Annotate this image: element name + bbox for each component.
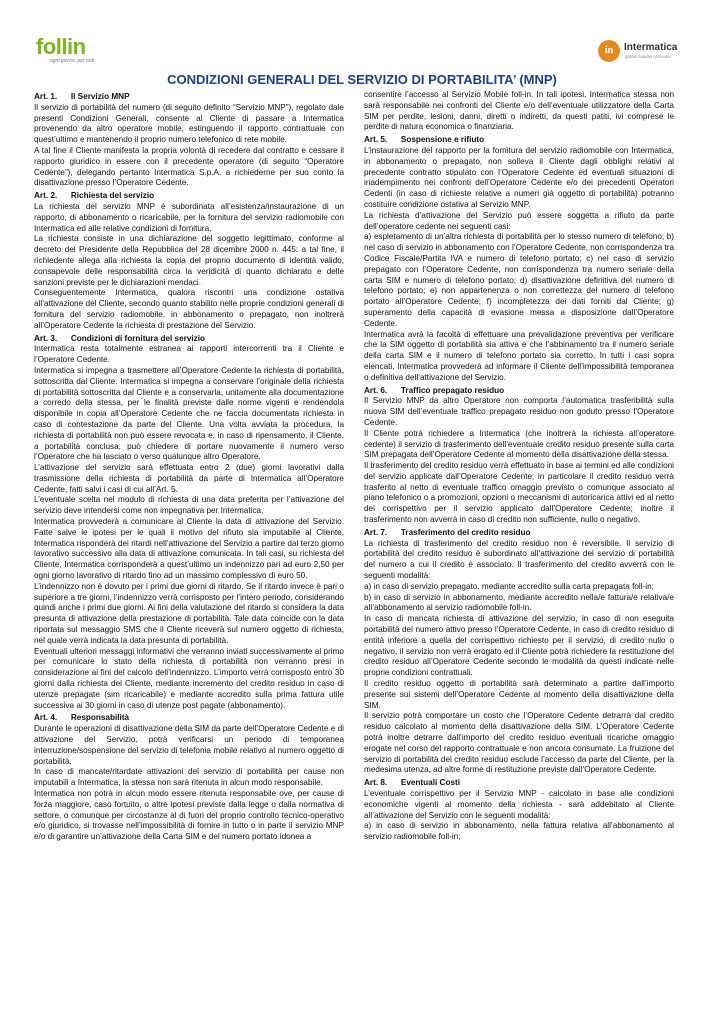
paragraph: La richiesta consiste in una dichiarazione del soggetto legittimato, conforme al decreto del Presidente della Repubblica del 28 dicembre 2000 n. 445: a tal fine, il richiedente allega alla richiesta la copia del proprio documento di identità valido, consapevole delle responsabilità circa la veridicità di quanto dichiarato e delle sanzioni previste per le dichiarazioni mendaci. bbox=[34, 234, 344, 287]
paragraph: Intermatica si impegna a trasmettere all’Operatore Cedente la richiesta di portabilità, sottoscritta dal Cliente. Intermatica si impegna a conservare l’originale della richiesta di portabilità sottoscritta dal Cliente e a conservarla, unitamente alla documentazione a corredo della stessa, per le finalità previste dalle norme vigenti e rendendola disponibile in copia all’Operatore Cedente che ne faccia documentata richiesta in caso di contestazione da parte del Cliente. Una volta avviata la procedura, la richiesta di portabilità non può essere revocata e, in caso di ripensamento, il Cliente, a portabilità conclusa, può chiedere di portare nuovamente il numero verso l’Operatore che ha lasciato o verso qualunque altro Operatore. bbox=[34, 365, 344, 462]
article-heading: Art. 1. Il Servizio MNP bbox=[34, 92, 130, 101]
left-column bbox=[34, 90, 344, 843]
paragraph: Eventuali ulteriori messaggi informativi che verranno inviati successivamente al primo per comunicare lo stato della richiesta di portabilità non verranno presi in considerazione ai fini del calcolo dell’indennizzo. L’importo verrà corrisposto entro 30 giorni dalla richiesta del Cliente, mediante incremento del credito residuo in caso di utenze prepagate (sim ricaricabile) e mediante accredito sulla prima fattura utile successiva ai 30 giorni in caso di utenze post pagate (abbonamento). bbox=[34, 646, 344, 710]
article-heading: Art. 4. Responsabilità bbox=[34, 713, 130, 723]
paragraph: L’eventuale corrispettivo per il Servizio MNP - calcolato in base alle condizioni economiche vigenti al momento della richiesta - sarà addebitato al Cliente all’attivazione del Servizio con le seguenti modalità: bbox=[364, 789, 674, 820]
paragraph: Il servizio di portabilità del numero (di seguito definito “Servizio MNP”), regolato dale presenti Condizioni Generali, consente al Cliente di passare a Intermatica provenendo da altro operatore mobile, estinguendo il rapporto contrattuale con quest’ultimo e mantenendo il proprio numero telefonico di rete mobile. bbox=[34, 102, 344, 145]
article-heading: Art. 2. Richiesta del servizio bbox=[34, 191, 155, 201]
paragraph: L’indennizzo non è dovuto per i primi due giorni di ritardo. Se il ritardo invece è pari o superiore a tre giorni, l’indennizzo verrà corrisposto per l’intero periodo, considerando quindi anche i primi due giorni. Ai fini della valutazione del ritardo si considera la data presunta di attivazione della prestazione di portabilità. Tale data coincide con la data riportata sul messaggio SMS che il Cliente riceverà sul numero oggetto di richiesta, nel quale verrà indicata la data presunta di portabilità. bbox=[34, 581, 344, 645]
paragraph: A tal fine il Cliente manifesta la propria volontà di recedere dal contratto e cessare il rapporto giuridico in essere con il precedente operatore (di seguito “Operatore Cedente”), delegando pertanto Intermatica S.p.A. a richiederne per suo conto la disattivazione presso l’Operatore Cedente. bbox=[34, 145, 344, 188]
paragraph: L’eventuale scelta nel modulo di richiesta di una data preferita per l’attivazione del servizio deve intendersi come non impegnativa per Intermatica. bbox=[34, 495, 344, 516]
article-heading: Art. 5. Sospensione e rifiuto bbox=[364, 135, 485, 145]
page-header bbox=[0, 0, 724, 72]
paragraph: Il servizio potrà comportare un costo che l’Operatore Cedente detrarrà dal credito residuo calcolato al momento della disattivazione della SIM. L’Operatore Cedente potrà inoltre detrarre dall’importo del credito residuo eventuali ricariche omaggio erogate nel corso del rapporto contrattuale e non ancora consumate. La fruizione del servizio di portabilità del credito residuo esclude l’accesso da parte del Cliente, per la medesima utenza, ad altre forme di restituzione previste dall’Operatore Cedente. bbox=[364, 711, 674, 775]
paragraph: In caso di mancate/ritardate attivazioni del servizio di portabilità per cause non imputabili a Intermatica, la stessa non sarà ritenuta in alcun modo responsabile. bbox=[34, 767, 344, 788]
article-heading: Art. 6. Traffico prepagato residuo bbox=[364, 385, 505, 395]
paragraph: Il Servizio MNP da altro Operatore non comporta l’automatica trasferibilità sulla nuova SIM dell’eventuale traffico prepagato residuo non goduto presso l’Operatore Cedente. bbox=[364, 396, 674, 427]
article-heading: Art. 7. Trasferimento del credito residuo bbox=[364, 527, 531, 537]
intermatica-logo bbox=[598, 40, 698, 70]
intermatica-logo-mark: in bbox=[598, 40, 620, 62]
paragraph: Durante le operazioni di disattivazione della SIM da parte dell’Operatore Cedente e di attivazione del Servizio, potrà verificarsi un periodo di temporanea interruzione/sospensione del servizio di telefonia mobile relativo al numero oggetto di portabilità. bbox=[34, 724, 344, 766]
intermatica-logo-name: Intermatica bbox=[624, 42, 678, 53]
paragraph: La richiesta del servizio MNP è subordinata all’esistenza/instaurazione di un rapporto, di abbonamento o ricaricabile, per la fornitura del servizio radiomobile con Intermatica ed alle relative condizioni di fornitura. bbox=[34, 201, 344, 233]
right-column bbox=[364, 90, 674, 843]
article-heading: Art. 8. Eventuali Costi bbox=[364, 778, 460, 788]
paragraph: Intermatica resta totalmente estranea ai rapporti intercorrenti tra il Cliente e l’Operatore Cedente. bbox=[34, 344, 344, 365]
paragraph: a) in caso di servizio in abbonamento, nella fattura relativa all’abbonamento al servizio radiomobile foll-in; bbox=[364, 821, 674, 842]
follin-logo-wordmark: follin bbox=[36, 34, 86, 59]
paragraph: L’instaurazione del rapporto per la fornitura del servizio radiomobile con Intermatica, in abbonamento o prepagato, non solleva il Cliente dagli obblighi relativi al precedente contratto stipulato con l’Operatore Cedente ed eventuali situazioni di inadempimento nei confronti dell’Operatore Cedente e/o dei precedenti Operatori Cedenti (in caso di richieste relative a numeri già oggetto di portabilità) potranno costituire condizione ostativa al Servizio MNP. bbox=[364, 145, 674, 209]
paragraph: Il Cliente potrà richiedere a Intermatica (che inoltrerà la richiesta all’operatore cedente) il servizio di trasferimento dell’eventuale credito residuo presente sulla carta SIM prepagata dell’Operatore Cedente al momento della disattivazione della stessa. bbox=[364, 428, 674, 460]
article-heading: Art. 3. Condizioni di fornitura del servizio bbox=[34, 333, 206, 343]
paragraph: Intermatica provvederà a comunicare al Cliente la data di attivazione del Servizio. Fatte salve le ipotesi per le quali il motivo del rifiuto sia imputabile al Cliente, Intermatica risponderà dei ritardi nell’attivazione del Servizio a partire dal terzo giorno lavorativo successivo alla data di attivazione comunicata. In tali casi, su richiesta del Cliente, Intermatica corrisponderà a quest’ultimo un indennizzo pari ad euro 2,50 per ogni giorno lavorativo di ritardo fino ad un massimo complessivo di euro 50. bbox=[34, 517, 344, 581]
paragraph: Intermatica avrà la facoltà di effettuare una prevalidazione preventiva per verificare che la SIM oggetto di portabilità sia attiva e che l’abbinamento tra il numero seriale della carta SIM e il numero di telefono portato sia corretto. In tutti i casi sopra elencati, Intermatica provvederà ad informare il Cliente dell’impossibilità temporanea o definitiva dell’attivazione del Servizio. bbox=[364, 329, 674, 382]
paragraph: L’attivazione del servizio sarà effettuata entro 2 (due) giorni lavorativi dalla trasmissione della richiesta di portabilità da parte di Intermatica all’Operatore Cedente, fatti salvi i casi di cui all’Art. 5. bbox=[34, 463, 344, 494]
follin-logo bbox=[36, 34, 116, 68]
paragraph: b) in caso di servizio in abbonamento, mediante accredito nella/e fattura/e relativa/e all’abbonamento al servizio radiomobile foll-in. bbox=[364, 592, 674, 613]
document-title: CONDIZIONI GENERALI DEL SERVIZIO DI PORTABILITA’ (MNP) bbox=[167, 72, 557, 87]
intermatica-logo-tagline: global solution provider bbox=[625, 54, 672, 59]
paragraph: consentire l’accesso al Servizio Mobile foll-in. In tali ipotesi, Intermatica stessa non sarà responsabile nei confronti del Cliente e/o dell’eventuale utilizzatore della Carta SIM per perdite, lesioni, danni, diretti o indiretti, da questi patiti, ivi comprese le perdite di natura economica o finanziaria. bbox=[364, 90, 674, 132]
paragraph: a) espletamento di un’altra richiesta di portabilità per lo stesso numero di telefono; b) nel caso di servizio in abbonamento con l’Operatore Cedente, non corrispondenza tra Codice Fiscale/Partita IVA e numero di telefono portato; c) nel caso di servizio prepagato con l’Operatore Cedente, non corrispondenza tra numero seriale della carta SIM e numero di telefono portato; d) disattivazione definitiva del numero di telefono portato; e) non appartenenza o non correttezza del numero di telefono portato all’Operatore Cedente; f) incompletezza dei dati forniti dal Cliente; g) superamento della capacità di evasione messa a disposizione dall’Operatore Cedente. bbox=[364, 232, 674, 328]
paragraph: Il trasferimento del credito residuo verrà effettuato in base ai termini ed alle condizioni del servizio applicate dall’Operatore Cedente; in particolare il credito residuo verrà trasferito al netto di eventuale traffico omaggio previsto o comunque associato al piano telefonico o a promozioni, opzioni o meccanismi di autoricarica attivi ed al netto dei corrispettivo per il servizio applicato dall’Operatore Cedente; inoltre il trasferimento non avverrà in caso di credito non sufficiente, nullo o negativo. bbox=[364, 461, 674, 525]
paragraph: La richiesta d’attivazione del Servizio può essere soggetta a rifiuto da parte dell’operatore cedente nei seguenti casi: bbox=[364, 210, 674, 231]
paragraph: a) in caso di servizio prepagato, mediante accredito sulla carta prepagata foll-in; bbox=[364, 581, 654, 591]
paragraph: Il credito residuo oggetto di portabilità sarà determinato a partire dall’importo presente sui sistemi dell’Operatore Cedente al momento della disattivazione della SIM. bbox=[364, 679, 674, 710]
paragraph: Conseguentemente Intermatica, qualora riscontri una condizione ostativa all’attivazione del Cliente, secondo quanto stabilito nelle proprie condizioni generali di fornitura del servizio radiomobile, in abbonamento o prepagato, non inoltrerà all’Operatore Cedente la richiesta di prestazione del Servizio. bbox=[34, 288, 344, 330]
follin-logo-tagline: ogni giorno, per tutti bbox=[50, 58, 95, 64]
paragraph: In caso di mancata richiesta di attivazione del servizio, in caso di non eseguita portabilità del numero attivo presso l’Operatore Cedente, in caso di credito residuo di entità inferiore a quella del corrispettivo richiesto per il servizio, di credito nullo o negativo, il servizio non verrà erogato ed il Cliente potrà richiedere la restituzione del credito residuo all’Operatore Cedente secondo le modalità da questi indicate nelle proprie condizioni contrattuali. bbox=[364, 614, 674, 678]
paragraph: Intermatica non potrà in alcun modo essere ritenuta responsabile ove, per cause di forza maggiore, caso fortuito, o altre ipotesi previste dalla legge o dalla normativa di settore, o comunque per circostanze al di fuori del proprio controllo tecnico-operativo e/o giuridico, si trovasse nell’impossibilità di fornire in tutto o in parte il servizio MNP e/o di garantire un’attivazione della Carta SIM e del numero portato idonea a bbox=[34, 789, 344, 842]
paragraph: La richiesta di trasferimento del credito residuo non è reversibile. Il servizio di portabilità del credito residuo è subordinato all’attivazione del servizio di portabilità del numero a cui il credito è associato. Il trasferimento del credito avverrà con le seguenti modalità: bbox=[364, 538, 674, 581]
